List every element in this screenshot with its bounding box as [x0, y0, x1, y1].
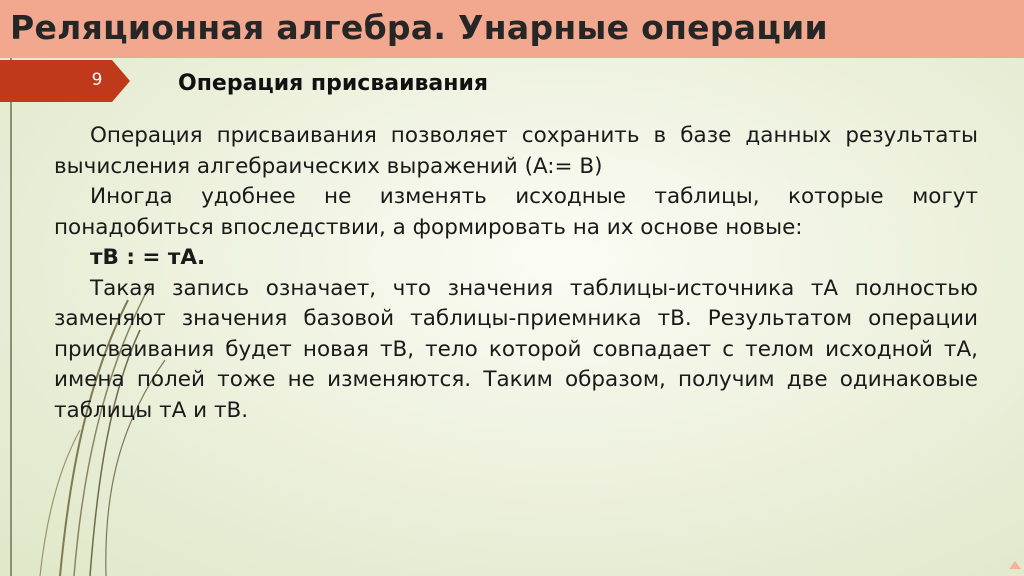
slide-number-tab	[0, 60, 130, 102]
paragraph: Иногда удобнее не изменять исходные таблицы, которые могут понадобиться впоследствии, а формировать на их основе новые:	[54, 184, 978, 240]
corner-triangle-mark	[1009, 561, 1021, 569]
number-tab-shape	[0, 60, 130, 102]
paragraph-formula: тВ : = тА.	[90, 245, 206, 270]
slide-title: Реляционная алгебра. Унарные операции	[10, 8, 828, 47]
slide-number: 9	[91, 70, 103, 90]
left-vertical-rule	[10, 58, 12, 576]
slide-subtitle: Операция присваивания	[178, 71, 489, 96]
paragraph: Операция присваивания позволяет сохранить в базе данных результаты вычисления алгебраических выражений (A:= B)	[54, 123, 978, 179]
body-text	[54, 121, 978, 426]
title-bar	[0, 0, 1024, 58]
paragraph: Такая запись означает, что значения таблицы-источника тА полностью заменяют значения базовой таблицы-приемника тВ. Результатом операции присваивания будет новая тВ, тело которой совпадает с телом исходной тА, имена полей тоже не изменяются. Таким образом, получим две одинаковые таблицы тА и тВ.	[54, 275, 978, 423]
